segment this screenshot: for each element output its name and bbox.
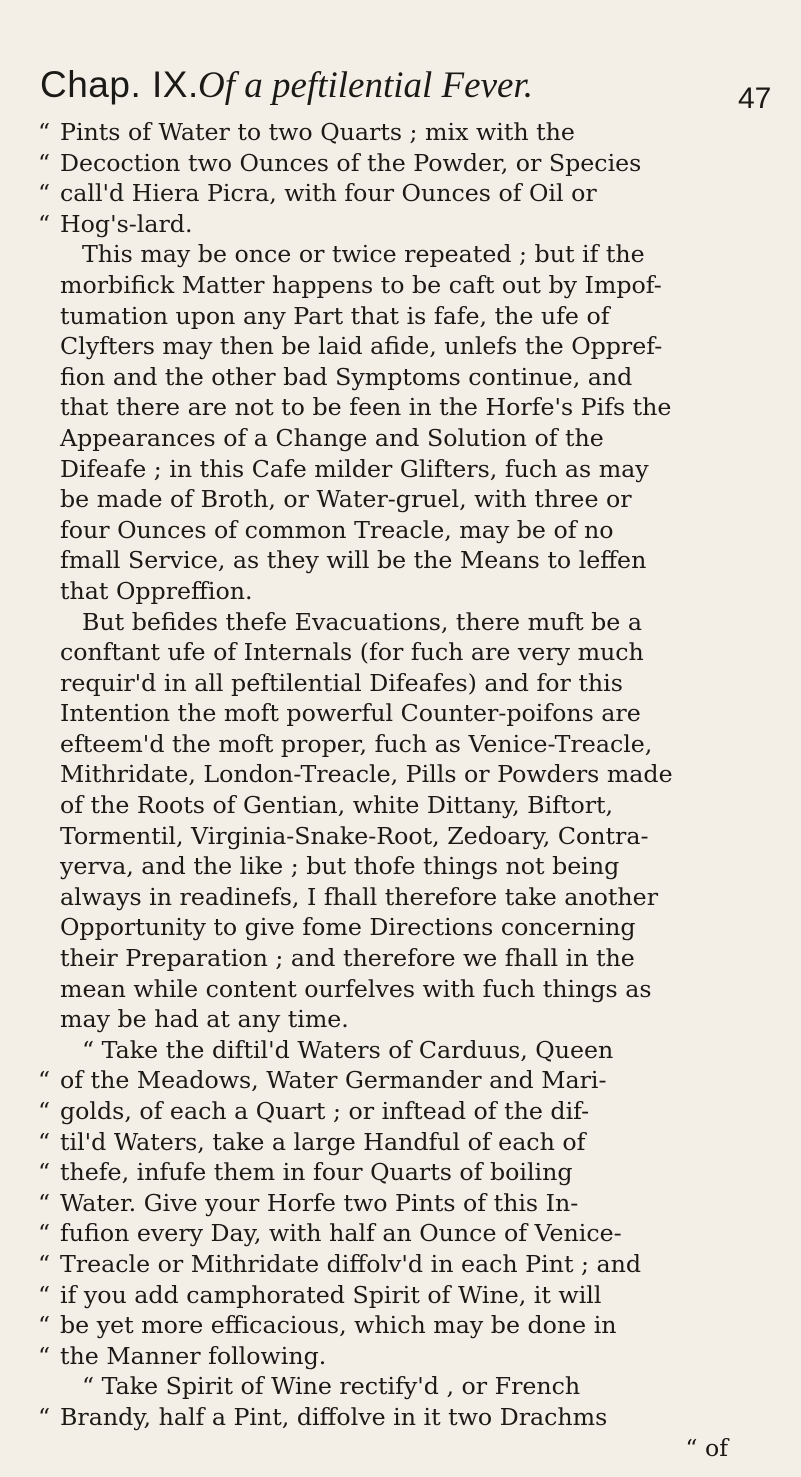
line-text: mean while content ourfelves with fuch things as [60, 974, 652, 1003]
line-text: “ of [685, 1433, 728, 1462]
line-text: yerva, and the like ; but thofe things not being [60, 852, 620, 881]
text-line [38, 178, 768, 209]
text-line [38, 821, 768, 852]
line-text: Treacle or Mithridate diffolv'd in each Pint ; and [60, 1249, 642, 1278]
text-line [38, 1433, 768, 1464]
running-header [40, 58, 770, 114]
text-line [38, 117, 768, 148]
line-text: til'd Waters, take a large Handful of each of [60, 1127, 586, 1156]
chapter-label: Chap. IX. [40, 64, 199, 105]
line-text: Clyfters may then be laid afide, unlefs the Oppref- [60, 332, 663, 361]
text-line [38, 1371, 768, 1402]
line-text: Pints of Water to two Quarts ; mix with the [60, 118, 575, 146]
text-line [38, 331, 768, 362]
line-text: Mithridate, London-Treacle, Pills or Powders made [60, 760, 673, 789]
text-line [38, 1310, 768, 1341]
text-line [38, 1249, 768, 1280]
line-text: conftant ufe of Internals (for fuch are very much [60, 638, 644, 667]
line-text: tumation upon any Part that is fafe, the ufe of [60, 301, 610, 330]
line-text: Hog's-lard. [60, 209, 193, 238]
line-text: This may be once or twice repeated ; but if the [82, 240, 645, 269]
text-line [38, 1004, 768, 1035]
text-line [38, 1065, 768, 1096]
line-text: be made of Broth, or Water-gruel, with three or [60, 485, 632, 514]
line-text: the Manner following. [60, 1341, 327, 1370]
quote-mark: “ [38, 1402, 51, 1431]
line-text: thefe, infufe them in four Quarts of boiling [60, 1158, 573, 1187]
line-text: morbifick Matter happens to be caft out by Impof- [60, 270, 662, 299]
line-text: efteem'd the moft proper, fuch as Venice-Treacle, [60, 729, 653, 758]
line-text: be yet more efficacious, which may be done in [60, 1311, 617, 1340]
text-line [38, 1096, 768, 1127]
text-line [38, 729, 768, 760]
quote-mark: “ [38, 118, 51, 146]
text-line [38, 1188, 768, 1219]
text-line [38, 270, 768, 301]
line-text: always in readinefs, I fhall therefore take another [60, 882, 659, 911]
quote-mark: “ [38, 1219, 51, 1248]
text-line [38, 637, 768, 668]
quote-mark: “ [38, 1158, 51, 1187]
quote-mark: “ [38, 1280, 51, 1309]
line-text: Appearances of a Change and Solution of the [60, 423, 604, 452]
line-text: that Oppreffion. [60, 576, 253, 605]
text-line [38, 759, 768, 790]
line-text: call'd Hiera Picra, with four Ounces of Oil or [60, 179, 597, 208]
text-line [38, 362, 768, 393]
text-line [38, 1035, 768, 1066]
quote-mark: “ [38, 1127, 51, 1156]
quote-mark: “ [38, 1188, 51, 1217]
quote-mark: “ [38, 1311, 51, 1340]
line-text: of the Roots of Gentian, white Dittany, Biftort, [60, 791, 614, 820]
line-text: four Ounces of common Treacle, may be of no [60, 515, 614, 544]
quote-mark: “ [38, 209, 51, 238]
text-line [38, 1341, 768, 1372]
text-line [38, 882, 768, 913]
text-line [38, 974, 768, 1005]
text-line [38, 301, 768, 332]
line-text: fufion every Day, with half an Ounce of Venice- [60, 1219, 622, 1248]
text-line [38, 454, 768, 485]
text-line [38, 1402, 768, 1433]
line-text: if you add camphorated Spirit of Wine, it will [60, 1280, 602, 1309]
text-line [38, 1218, 768, 1249]
line-text: may be had at any time. [60, 1005, 349, 1034]
text-line [38, 484, 768, 515]
line-text: that there are not to be feen in the Horfe's Pifs the [60, 393, 672, 422]
line-text: Tormentil, Virginia-Snake-Root, Zedoary, Contra- [60, 821, 649, 850]
text-line [38, 1157, 768, 1188]
line-text: Decoction two Ounces of the Powder, or Species [60, 148, 642, 177]
text-line [38, 423, 768, 454]
quote-mark: “ [38, 1066, 51, 1095]
line-text: “ Take Spirit of Wine rectify'd , or French [82, 1372, 581, 1401]
text-line [38, 668, 768, 699]
line-text: fmall Service, as they will be the Means to leffen [60, 546, 647, 575]
line-text: their Preparation ; and therefore we fhall in the [60, 944, 635, 973]
text-line [38, 239, 768, 270]
line-text: golds, of each a Quart ; or inftead of the dif- [60, 1097, 590, 1125]
line-text: Brandy, half a Pint, diffolve in it two Drachms [60, 1402, 608, 1431]
quote-mark: “ [38, 179, 51, 208]
text-line [38, 943, 768, 974]
text-line [38, 851, 768, 882]
line-text: Opportunity to give fome Directions concerning [60, 913, 636, 942]
line-text: of the Meadows, Water Germander and Mari- [60, 1066, 607, 1095]
text-line [38, 515, 768, 546]
line-text: Intention the moft powerful Counter-poifons are [60, 699, 641, 728]
text-line [38, 545, 768, 576]
page-number: 47 [738, 82, 772, 115]
line-text: But befides thefe Evacuations, there muft be a [82, 607, 642, 636]
quote-mark: “ [38, 1097, 51, 1125]
text-line [38, 698, 768, 729]
line-text: Water. Give your Horfe two Pints of this In- [60, 1188, 579, 1217]
text-line [38, 209, 768, 240]
body-text [38, 117, 768, 1463]
text-line [38, 392, 768, 423]
text-line [38, 1280, 768, 1311]
quote-mark: “ [38, 1249, 51, 1278]
text-line [38, 576, 768, 607]
text-line [38, 148, 768, 179]
text-line [38, 912, 768, 943]
text-line [38, 790, 768, 821]
line-text: requir'd in all peftilential Difeafes) and for this [60, 668, 623, 697]
text-line [38, 1127, 768, 1158]
running-title: Of a peftilential Fever. [198, 65, 533, 106]
text-line [38, 607, 768, 638]
quote-mark: “ [38, 1341, 51, 1370]
quote-mark: “ [38, 148, 51, 177]
line-text: “ Take the diftil'd Waters of Carduus, Queen [82, 1035, 614, 1064]
line-text: fion and the other bad Symptoms continue, and [60, 362, 633, 391]
line-text: Difeafe ; in this Cafe milder Glifters, fuch as may [60, 454, 649, 483]
